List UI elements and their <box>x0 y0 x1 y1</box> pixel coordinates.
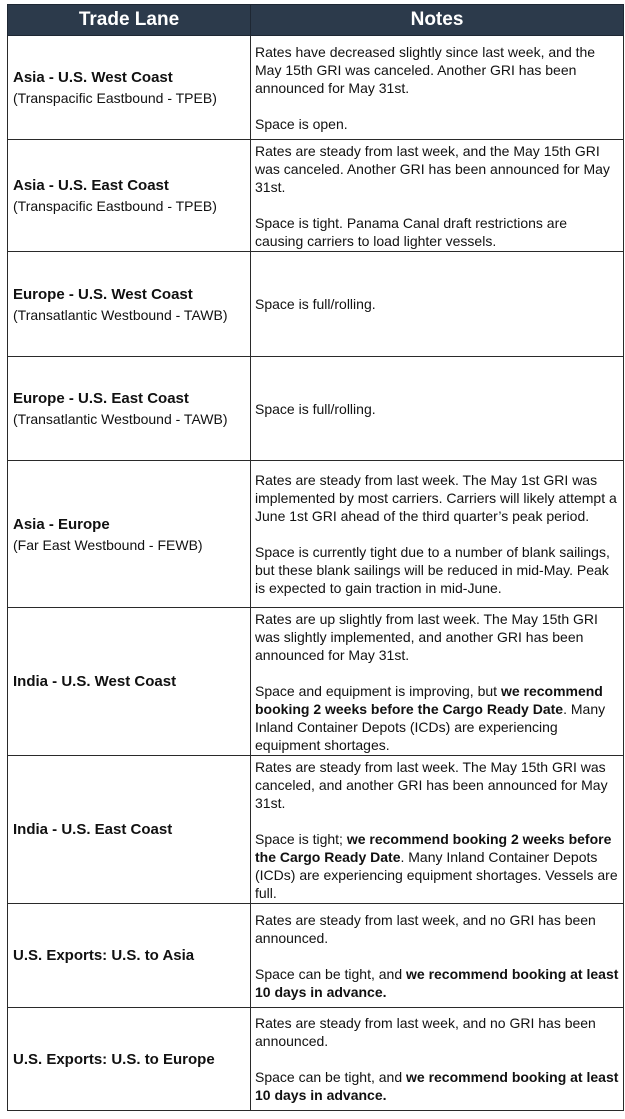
notes-rates: Rates are steady from last week, and the May 15th GRI was canceled. Another GRI has been announced for May 31st. <box>255 142 610 195</box>
notes-rates: Rates are up slightly from last week. The May 15th GRI was slightly implemented, and another GRI has been announced for May 31st. <box>255 610 598 663</box>
lane-cell <box>8 756 251 904</box>
lane-name: U.S. Exports: U.S. to Europe <box>13 1050 215 1068</box>
lane-subtitle: (Far East Westbound - FEWB) <box>13 536 203 553</box>
notes-space-text: . Many Inland Container Depots (ICDs) are experiencing equipment shortages. <box>255 700 606 753</box>
lane-cell <box>8 140 251 252</box>
lane-name: U.S. Exports: U.S. to Asia <box>13 947 195 964</box>
notes-cell <box>251 36 624 140</box>
table-row <box>8 756 624 904</box>
notes-rates: Rates are steady from last week, and no GRI has been announced. <box>255 911 596 946</box>
notes-space: Space is open. <box>255 115 348 132</box>
table-row <box>8 608 624 756</box>
notes-space <box>255 830 619 902</box>
booking-recommendation: we recommend booking at least 10 days in advance. <box>255 1069 619 1103</box>
table-row <box>8 1008 624 1111</box>
notes-cell <box>251 252 624 357</box>
table-row <box>8 904 624 1008</box>
notes-cell <box>251 140 624 252</box>
notes-cell <box>251 756 624 904</box>
notes-space: Space is full/rolling. <box>255 400 376 417</box>
notes-space: Space is currently tight due to a number of blank sailings, but these blank sailings will be reduced in mid-May. Peak is expected to gain traction in mid-June. <box>255 544 610 596</box>
lane-subtitle: (Transatlantic Westbound - TAWB) <box>13 306 228 323</box>
notes-rates: Rates are steady from last week. The May 1st GRI was implemented by most carriers. Carriers will likely attempt a June 1st GRI ahead of the third quarter’s peak period. <box>255 472 617 524</box>
table-row <box>8 252 624 357</box>
notes-space <box>255 965 619 1001</box>
lane-subtitle: (Transpacific Eastbound - TPEB) <box>13 90 217 106</box>
notes-cell <box>251 461 624 608</box>
table-row <box>8 357 624 461</box>
notes-space-text: . Many Inland Container Depots (ICDs) are experiencing equipment shortages. Vessels are full. <box>255 848 618 901</box>
notes-space: Space is tight. Panama Canal draft restrictions are causing carriers to load lighter vessels. <box>255 214 568 249</box>
lane-cell <box>8 1008 251 1111</box>
lane-cell <box>8 608 251 756</box>
notes-space-text: Space is tight; <box>255 830 347 847</box>
lane-name: Asia - U.S. East Coast <box>13 177 169 194</box>
booking-recommendation: we recommend booking 2 weeks before the Cargo Ready Date <box>255 682 603 717</box>
notes-rates: Rates have decreased slightly since last week, and the May 15th GRI was canceled. Another GRI has been announced for May 31st. <box>255 43 596 96</box>
booking-recommendation: we recommend booking 2 weeks before the Cargo Ready Date <box>255 830 612 865</box>
table-row <box>8 36 624 140</box>
notes-space-text: Space can be tight, and <box>255 965 406 982</box>
notes-space-text: Space and equipment is improving, but <box>255 682 501 699</box>
notes-cell <box>251 608 624 756</box>
notes-space <box>255 1068 619 1104</box>
notes-cell <box>251 904 624 1008</box>
notes-space-text: Space can be tight, and <box>255 1069 406 1085</box>
table-row <box>8 140 624 252</box>
notes-cell <box>251 1008 624 1111</box>
lane-cell <box>8 36 251 140</box>
table-header-row <box>8 5 624 36</box>
lane-cell <box>8 461 251 608</box>
lane-subtitle: (Transpacific Eastbound - TPEB) <box>13 198 217 214</box>
notes-space <box>255 682 619 754</box>
booking-recommendation: we recommend booking at least 10 days in advance. <box>255 965 619 1000</box>
lane-cell <box>8 252 251 357</box>
notes-space: Space is full/rolling. <box>255 296 376 312</box>
lane-name: Europe - U.S. West Coast <box>13 285 193 303</box>
notes-cell <box>251 357 624 461</box>
lane-name: India - U.S. West Coast <box>13 673 177 690</box>
lane-cell <box>8 904 251 1008</box>
lane-subtitle: (Transatlantic Westbound - TAWB) <box>13 411 228 427</box>
lane-name: India - U.S. East Coast <box>13 821 173 838</box>
header-notes: Notes <box>251 5 624 36</box>
table-row <box>8 461 624 608</box>
lane-name: Asia - U.S. West Coast <box>13 69 173 86</box>
lane-cell <box>8 357 251 461</box>
lane-name: Europe - U.S. East Coast <box>13 390 189 407</box>
notes-rates: Rates are steady from last week, and no GRI has been announced. <box>255 1015 596 1049</box>
header-trade-lane: Trade Lane <box>8 5 251 36</box>
trade-lane-table <box>7 4 624 1111</box>
notes-rates: Rates are steady from last week. The May 15th GRI was canceled, and another GRI has been announced for May 31st. <box>255 758 608 811</box>
lane-name: Asia - Europe <box>13 515 110 533</box>
